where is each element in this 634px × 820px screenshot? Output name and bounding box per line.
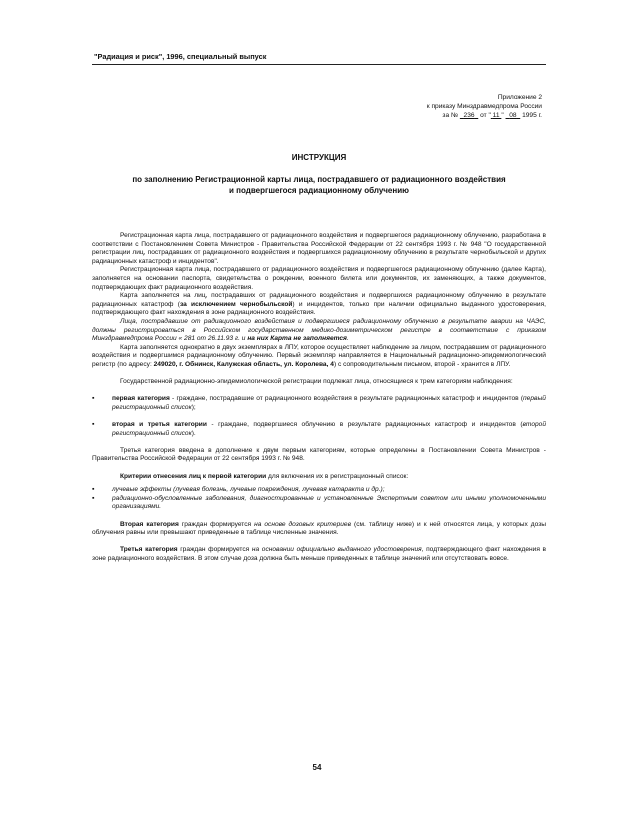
list-item-criterion-2: ▪ радиационно-обусловленные заболевания, диагностированные и установленные Экспертным советом или иными уполномоченными организациями. <box>92 494 546 511</box>
list-item-criterion-1: ▪ лучевые эффекты (лучевая болезнь, лучевые повреждения, лучевая катаракта и др.); <box>92 486 385 494</box>
exception-note: за исключением чернобыльской <box>179 300 293 308</box>
paragraph-4: Лица, пострадавшие от радиационного воздействия и подвергшиеся радиационному облучению в результате аварии на ЧАЭС, должны регистрироваться в Российском государственном медико-дозиметрическом регистре в соответствие с приказом Минздравмедпрома России « 281 от 26.11.93 г. и на них Карта не заполняется. <box>92 317 546 343</box>
appendix-prefix: за № <box>442 112 459 119</box>
appendix-line1: Приложение 2 <box>497 94 542 101</box>
document-body <box>92 232 546 564</box>
registry-address: 249020, г. Обнинск, Калужская область, ул. Королева, 4 <box>153 360 334 368</box>
bullet-icon: ▪ <box>92 486 95 494</box>
order-month: 08 <box>509 112 517 119</box>
appendix-line2: к приказу Минздравмедпрома России <box>426 103 542 110</box>
list-item-category-1: ▪ первая категория - граждане, пострадавшие от радиационного воздействия в результате радиационных катастроф и инцидентов (первый регистрационный список); <box>92 395 546 411</box>
paragraph-5: Карта заполняется однократно в двух экземплярах в ЛПУ, которое осуществляет наблюдение за лицом, пострадавшим от радиационного воздействия и подвергшимся радиационному облучению. Первый экземпляр направляется в Национальный радиационно-эпидемиологический регистр (по адресу: 249020, г. Обнинск, Калужская область, ул. Королева, 4) с сопроводительным письмом, второй - хранится в ЛПУ. <box>92 343 546 368</box>
document-subtitle: по заполнению Регистрационной карты лица, пострадавшего от радиационного воздействия и подвергшегося радиационному облучению <box>132 175 506 195</box>
appendix-block <box>322 93 542 120</box>
paragraph-2: Регистрационная карта лица, пострадавшего от радиационного воздействия и подвергшегося радиационному облучению (далее Карта), заполняется на основании паспорта, свидетельства о рождении, военного билета или документов, их заменяющих, а также документов, подтверждающих факт радиационного воздействия. <box>92 266 546 291</box>
paragraph-1: Регистрационная карта лица, пострадавшего от радиационного воздействия и подвергшегося радиационному облучению, разработана в соответствии с Постановлением Совета Министров - Правительства Российской Федерации от 22 сентября 1993 г. № 948 "О государственной регистрации лиц, пострадавших от радиационного воздействия и подвергшихся радиационному облучению в результате чернобыльской и других радиационных катастроф и инцидентов". <box>92 232 546 265</box>
order-day: 11 <box>492 112 500 119</box>
bullet-icon: ▪ <box>92 421 95 429</box>
paragraph-category-3: Третья категория граждан формируется на основании официально выданного удостоверения, подтверждающего факт нахождения в зоне радиационного воздействия. В этом случае доза должна быть меньше приведенных в таблице значений или отсутствовать вовсе. <box>92 546 547 562</box>
paragraph-3: Карта заполняется на лиц, пострадавших от радиационного воздействия и подвергшихся радиационному облучению в результате радиационных катастроф (за исключением чернобыльской) и инцидентов, только при наличии официально выданного удостоверения, подтверждающего факт нахождения в зоне радиационного воздействия. <box>92 292 546 317</box>
paragraph-7: Третья категория введена в дополнение к двум первым категориям, которые определены в Постановлении Совета Министров - Правительства Российской Федерации от 22 сентября 1993 г. № 948. <box>92 446 546 463</box>
appendix-line3: за № 236 от " 11 " 08 1995 г. <box>442 112 542 119</box>
paragraph-6: Государственной радиационно-эпидемиологической регистрации подлежат лица, относящиеся к трем категориям наблюдения: <box>120 378 513 386</box>
bullet-icon: ▪ <box>92 494 95 502</box>
appendix-from: от " <box>480 112 491 119</box>
criteria-heading: Критерии отнесения лиц к первой категории для включения их в регистрационный список: <box>120 472 409 480</box>
not-filled-note: на них Карта не заполняется <box>247 335 347 343</box>
bullet-icon: ▪ <box>92 395 95 403</box>
paragraph-category-2: Вторая категория граждан формируется на основе дозовых критериев (см. таблицу ниже) и к ней относятся лица, у которых дозы облучения равны или превышают приведенные в таблице численные значения. <box>92 520 546 537</box>
order-number: 236 <box>463 112 475 119</box>
document-title: ИНСТРУКЦИЯ <box>291 153 347 162</box>
header-rule <box>92 64 546 65</box>
page-number: 54 <box>312 763 322 772</box>
list-item-category-2-3: ▪ вторая и третья категории - граждане, подвергшиеся облучению в результате радиационных катастроф и инцидентов (второй регистрационный список). <box>92 421 546 437</box>
running-head: "Радиация и риск", 1996, специальный выпуск <box>94 52 267 61</box>
order-year: 1995 г. <box>522 112 542 119</box>
